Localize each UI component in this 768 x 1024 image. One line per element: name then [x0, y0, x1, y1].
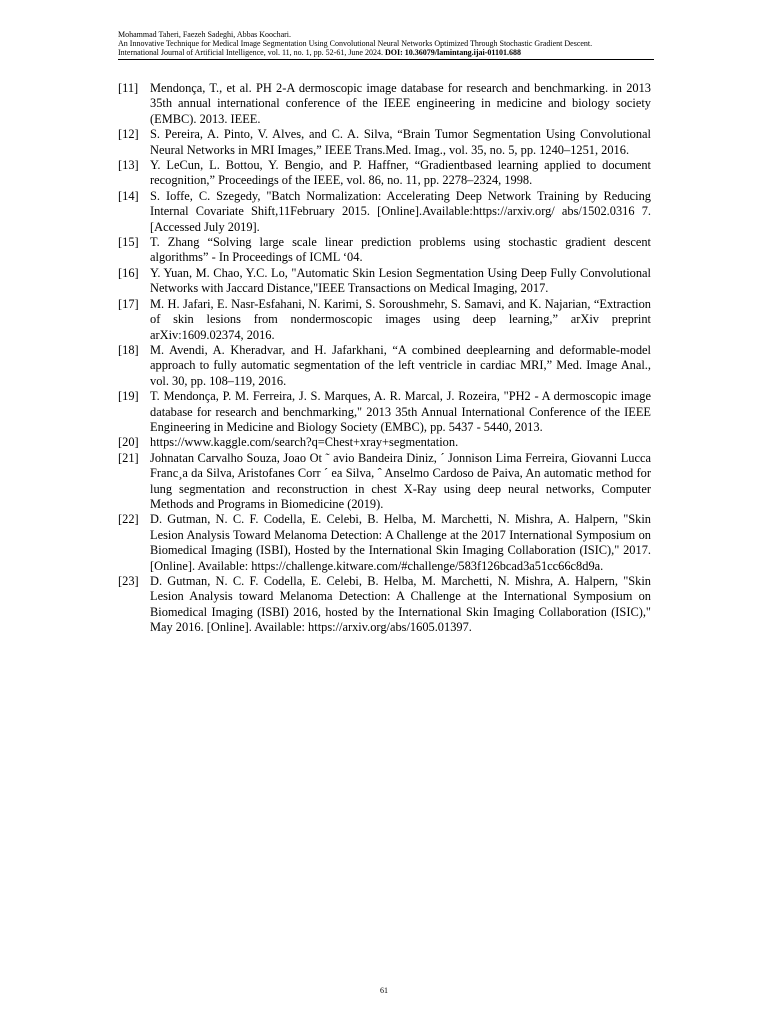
- reference-number: [13]: [118, 158, 139, 173]
- reference-text: S. Pereira, A. Pinto, V. Alves, and C. A. Silva, “Brain Tumor Segmentation Using Convolutional Neural Networks in MRI Images,” IEEE Trans.Med. Imag., vol. 35, no. 5, pp. 1240–1251, 2016.: [150, 127, 651, 157]
- reference-number: [20]: [118, 435, 139, 450]
- reference-text: Mendonça, T., et al. PH 2-A dermoscopic image database for research and benchmarking. in 2013 35th annual international conference of the IEEE engineering in medicine and biology society (EMBC). 2013. IEEE.: [150, 81, 651, 126]
- header-title: An Innovative Technique for Medical Image Segmentation Using Convolutional Neural Networks Optimized Through Stochastic Gradient Descent.: [118, 39, 593, 48]
- reference-text: Johnatan Carvalho Souza, Joao Ot ˜ avio Bandeira Diniz, ´ Jonnison Lima Ferreira, Giovanni Lucca Franc¸a da Silva, Aristofanes Corr ´ ea Silva, ˆ Anselmo Cardoso de Paiva, An automatic method for lung segmentation and reconstruction in chest X-Ray using deep neural networks, Computer Methods and Programs in Biomedicine (2019).: [150, 450, 651, 511]
- reference-22: [118, 512, 651, 574]
- reference-number: [15]: [118, 235, 139, 250]
- reference-number: [11]: [118, 81, 139, 95]
- reference-number: [14]: [118, 188, 139, 203]
- reference-number: [19]: [118, 389, 139, 404]
- reference-list: [118, 81, 651, 636]
- reference-11: [118, 81, 651, 127]
- reference-number: [18]: [118, 342, 139, 357]
- reference-15: [118, 235, 651, 266]
- header-authors: Mohammad Taheri, Faezeh Sadeghi, Abbas Koochari.: [118, 30, 292, 39]
- reference-text: T. Mendonça, P. M. Ferreira, J. S. Marques, A. R. Marcal, J. Rozeira, "PH2 - A dermoscopic image database for research and benchmarking," 2013 35th Annual International Conference of the IEEE Engineering in Medicine and Biology Society (EMBC), pp. 5437 - 5440, 2013.: [150, 389, 651, 434]
- reference-17: [118, 297, 651, 343]
- reference-20: [118, 435, 651, 450]
- header-divider: [118, 59, 654, 60]
- reference-text: Y. LeCun, L. Bottou, Y. Bengio, and P. Haffner, “Gradientbased learning applied to document recognition,” Proceedings of the IEEE, vol. 86, no. 11, pp. 2278–2324, 1998.: [150, 158, 651, 188]
- reference-number: [22]: [118, 512, 139, 527]
- reference-text: S. Ioffe, C. Szegedy, "Batch Normalization: Accelerating Deep Network Training by Reducing Internal Covariate Shift,11February 2015. [Online].Available:https://arxiv.org/ abs/1502.0316 7. [Accessed July 2019].: [150, 188, 651, 234]
- reference-text: D. Gutman, N. C. F. Codella, E. Celebi, B. Helba, M. Marchetti, N. Mishra, A. Halpern, "Skin Lesion Analysis Toward Melanoma Detection: A Challenge at the 2017 International Symposium on Biomedical Imaging (ISBI), Hosted by the International Skin Imaging Collaboration (ISIC)," 2017. [Online]. Available: https://challenge.kitware.com/#challenge/583f126bcad3a51cc66c8d9a.: [150, 512, 651, 573]
- reference-18: [118, 343, 651, 389]
- reference-text: Y. Yuan, M. Chao, Y.C. Lo, "Automatic Skin Lesion Segmentation Using Deep Fully Convolutional Networks with Jaccard Distance,"IEEE Transactions on Medical Imaging, 2017.: [150, 265, 651, 296]
- reference-number: [23]: [118, 574, 139, 588]
- reference-number: [16]: [118, 265, 139, 280]
- reference-16: [118, 266, 651, 297]
- header-doi: DOI: 10.36079/lamintang.ijai-01101.688: [384, 48, 521, 57]
- page-number: 61: [380, 986, 388, 995]
- header-journal-line: [118, 48, 654, 57]
- reference-number: [17]: [118, 296, 139, 311]
- reference-19: [118, 389, 651, 435]
- reference-14: [118, 189, 651, 235]
- reference-text: M. H. Jafari, E. Nasr-Esfahani, N. Karimi, S. Soroushmehr, S. Samavi, and K. Najarian, “Extraction of skin lesions from nondermoscopic images using deep learning,” arXiv preprint arXiv:1609.02374, 2016.: [150, 296, 651, 342]
- reference-text: T. Zhang “Solving large scale linear prediction problems using stochastic gradient descent algorithms” - In Proceedings of ICML ‘04.: [150, 235, 651, 265]
- reference-text: https://www.kaggle.com/search?q=Chest+xray+segmentation.: [150, 435, 459, 450]
- reference-23: [118, 574, 651, 636]
- header-journal: International Journal of Artificial Intelligence, vol. 11, no. 1, pp. 52-61, June 2024.: [118, 48, 383, 57]
- reference-13: [118, 158, 651, 189]
- running-header: [118, 30, 654, 60]
- reference-number: [12]: [118, 127, 139, 142]
- reference-21: [118, 451, 651, 513]
- reference-text: D. Gutman, N. C. F. Codella, E. Celebi, B. Helba, M. Marchetti, N. Mishra, A. Halpern, "Skin Lesion Analysis toward Melanoma Detection: A Challenge at the International Symposium on Biomedical Imaging (ISBI) 2016, hosted by the International Skin Imaging Collaboration (ISIC)," May 2016. [Online]. Available: https://arxiv.org/abs/1605.01397.: [150, 574, 651, 635]
- reference-12: [118, 127, 651, 158]
- reference-text: M. Avendi, A. Kheradvar, and H. Jafarkhani, “A combined deeplearning and deformable-model approach to fully automatic segmentation of the left ventricle in cardiac MRI,” Med. Image Anal., vol. 30, pp. 108–119, 2016.: [150, 342, 651, 388]
- reference-number: [21]: [118, 450, 139, 465]
